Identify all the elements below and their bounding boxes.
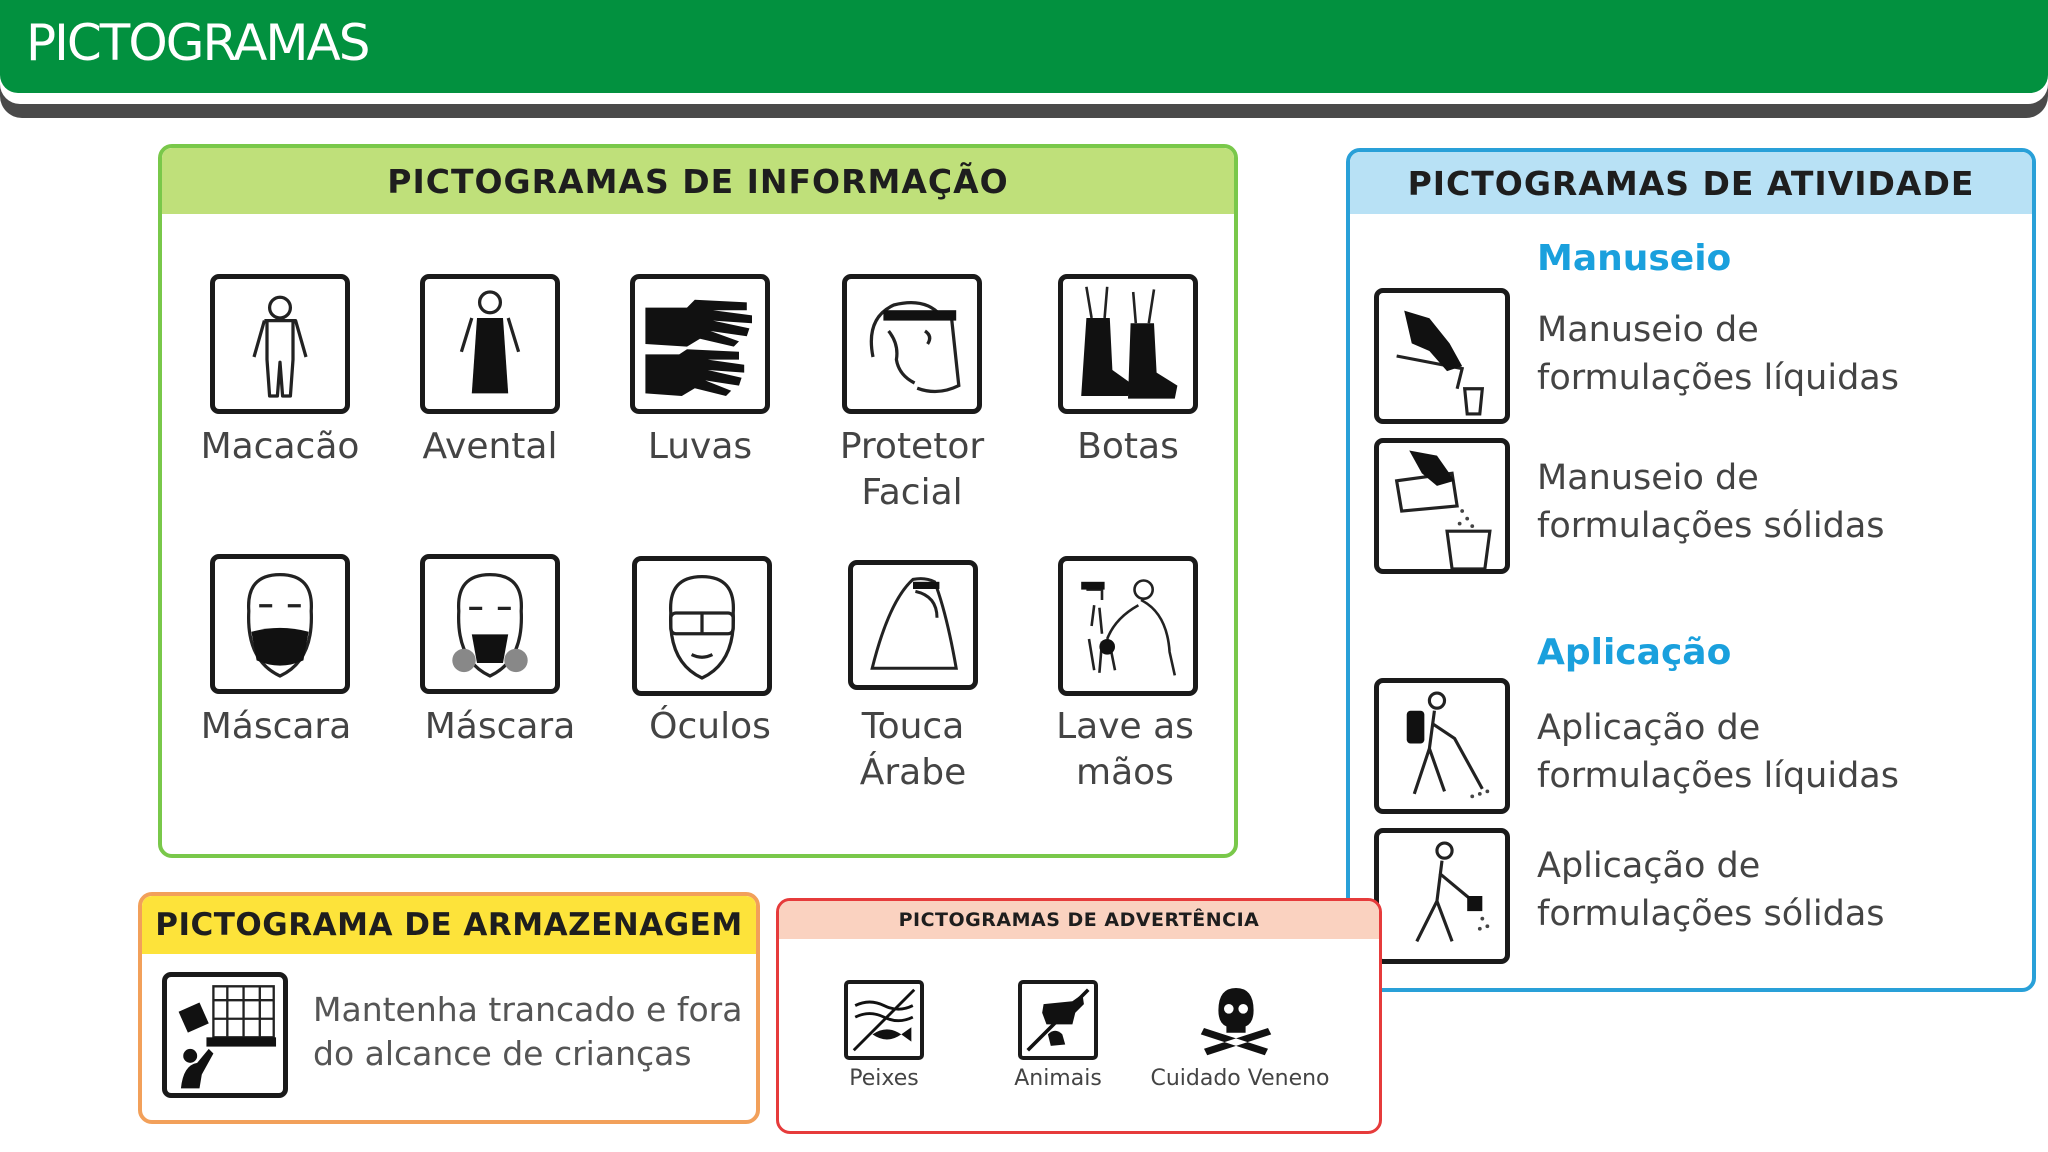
application-liquid-icon — [1374, 678, 1510, 814]
wash-hands-icon — [1058, 556, 1198, 696]
handling-heading: Manuseio — [1537, 238, 1732, 279]
header-bar — [0, 0, 2048, 93]
info-label-hood: Touca Árabe — [859, 706, 967, 793]
handling-solid-text: Manuseio de formulações sólidas — [1537, 458, 1885, 546]
info-label-wash-hands: Lave as mãos — [1056, 706, 1194, 793]
handling-liquid-icon — [1374, 288, 1510, 424]
info-label-gloves: Luvas — [647, 426, 753, 467]
storage-text: Mantenha trancado e fora do alcance de crianças — [313, 990, 743, 1073]
info-label-mask: Máscara — [200, 706, 352, 747]
warning-label-animals: Animais — [1014, 1066, 1102, 1091]
application-liquid-text: Aplicação de formulações líquidas — [1537, 708, 1899, 796]
info-label-goggles: Óculos — [649, 706, 771, 747]
apron-icon — [420, 274, 560, 414]
info-panel-title: PICTOGRAMAS DE INFORMAÇÃO — [162, 148, 1234, 214]
locked-storage-icon — [162, 972, 288, 1098]
warning-label-poison: Cuidado Veneno — [1150, 1066, 1330, 1091]
info-label-boots: Botas — [1077, 426, 1179, 467]
skull-crossbones-icon — [1196, 980, 1276, 1060]
application-solid-text: Aplicação de formulações sólidas — [1537, 846, 1885, 934]
boots-icon — [1058, 274, 1198, 414]
info-label-respirator-mask: Máscara — [424, 706, 576, 747]
hood-icon — [848, 560, 978, 690]
warning-label-fish: Peixes — [849, 1066, 919, 1091]
respirator-mask-icon — [420, 554, 560, 694]
handling-liquid-text: Manuseio de formulações líquidas — [1537, 310, 1899, 398]
info-label-apron: Avental — [422, 426, 558, 467]
no-animals-icon — [1018, 980, 1098, 1060]
activity-panel-title: PICTOGRAMAS DE ATIVIDADE — [1350, 152, 2032, 214]
application-solid-icon — [1374, 828, 1510, 964]
no-fish-icon — [844, 980, 924, 1060]
application-heading: Aplicação — [1537, 632, 1732, 673]
handling-solid-icon — [1374, 438, 1510, 574]
goggles-icon — [632, 556, 772, 696]
gloves-icon — [630, 274, 770, 414]
info-label-face-shield: Protetor Facial — [839, 426, 985, 513]
face-shield-icon — [842, 274, 982, 414]
warning-panel-title: PICTOGRAMAS DE ADVERTÊNCIA — [779, 901, 1379, 939]
coverall-icon — [210, 274, 350, 414]
info-label-coverall: Macacão — [200, 426, 360, 467]
mask-icon — [210, 554, 350, 694]
page-title: PICTOGRAMAS — [26, 14, 369, 72]
storage-panel-title: PICTOGRAMA DE ARMAZENAGEM — [142, 896, 756, 954]
